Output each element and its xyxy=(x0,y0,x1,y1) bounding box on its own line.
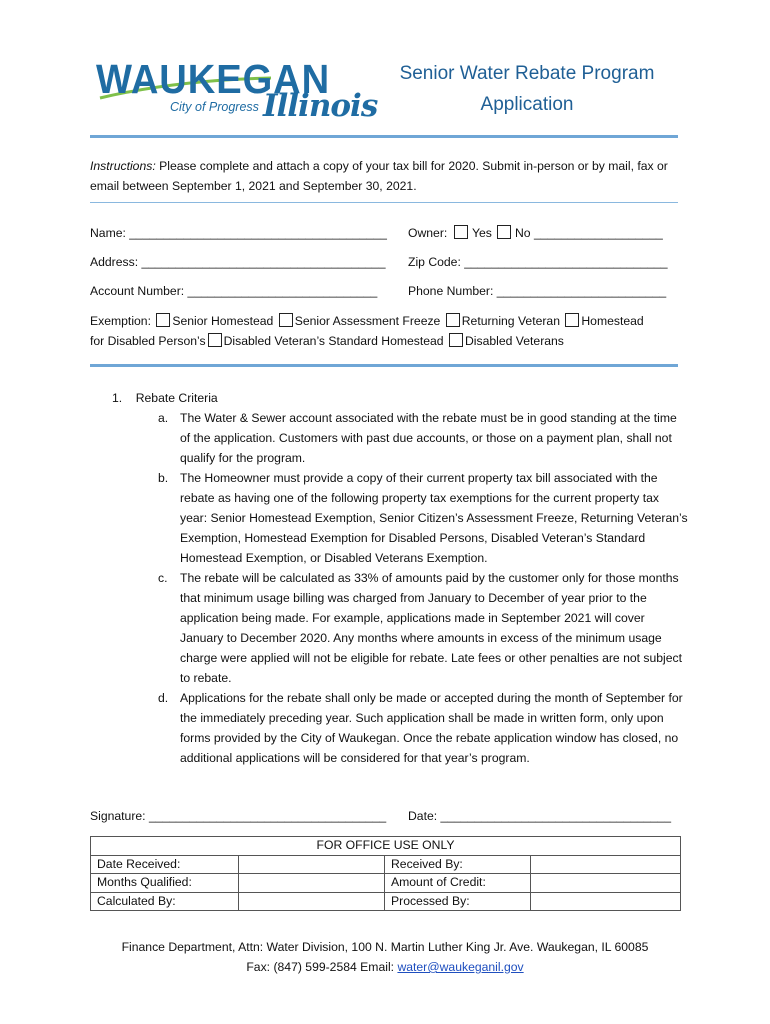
address-zip-row xyxy=(90,252,680,272)
received-by-label: Received By: xyxy=(385,855,531,874)
returning-veteran-checkbox[interactable] xyxy=(446,313,460,327)
fields-divider xyxy=(90,364,678,367)
criteria-letter: d. xyxy=(158,691,169,705)
instructions-text: Please complete and attach a copy of your tax bill for 2020. Submit in-person or by mail, fax or email between September 1, 2021 and September 30, 2021. xyxy=(90,159,668,193)
instructions xyxy=(90,156,680,196)
calculated-by-cell[interactable] xyxy=(239,892,385,911)
date-received-cell[interactable] xyxy=(239,855,385,874)
criteria-heading xyxy=(112,388,218,408)
senior-assessment-freeze-checkbox[interactable] xyxy=(279,313,293,327)
senior-homestead-label: Senior Homestead xyxy=(172,314,274,328)
address-field[interactable]: Address: ____________________________________ xyxy=(90,255,386,269)
disabled-veterans-label: Disabled Veterans xyxy=(464,334,564,348)
form-title-line1: Senior Water Rebate Program xyxy=(399,63,655,84)
signature-row xyxy=(90,806,680,826)
table-row xyxy=(91,855,681,874)
date-field[interactable]: Date: __________________________________ xyxy=(408,809,671,823)
office-use-header: FOR OFFICE USE ONLY xyxy=(91,837,681,856)
received-by-cell[interactable] xyxy=(531,855,681,874)
criteria-number: 1. xyxy=(112,391,123,405)
logo-tagline: City of Progress xyxy=(170,100,259,114)
owner-yes-label: Yes xyxy=(472,226,492,240)
criteria-title: Rebate Criteria xyxy=(135,391,218,405)
criteria-text: Applications for the rebate shall only be made or accepted during the month of September for the immediately preceding year. Such application shall be made in written form, only upon forms provided by the City of Waukegan. Once the rebate application window has closed, no additional applications will be considered for that year’s program. xyxy=(180,691,683,765)
amount-of-credit-cell[interactable] xyxy=(531,874,681,893)
disabled-persons-label: for Disabled Person’s xyxy=(90,334,206,348)
form-title xyxy=(372,58,682,120)
months-qualified-cell[interactable] xyxy=(239,874,385,893)
homestead-label: Homestead xyxy=(581,314,644,328)
owner-label: Owner: xyxy=(408,226,448,240)
disabled-veteran-standard-checkbox[interactable] xyxy=(208,333,222,347)
city-logo xyxy=(96,56,378,126)
criteria-text: The Homeowner must provide a copy of their current property tax bill associated with the rebate as having one of the following property tax exemptions for the current property tax year: Senior Homestead Exemption, Senior Citizen’s Assessment Freeze, Returning Veteran’s Exemption, Homestead Exemption for Disabled Persons, Disabled Veteran’s Standard Homestead Exemption, or Disabled Veterans Exemption. xyxy=(180,471,688,565)
logo-state: Illinois xyxy=(263,88,378,124)
months-qualified-label: Months Qualified: xyxy=(91,874,239,893)
header-divider xyxy=(90,135,678,138)
calculated-by-label: Calculated By: xyxy=(91,892,239,911)
owner-no-label: No ___________________ xyxy=(515,226,663,240)
name-field[interactable]: Name: ______________________________________ xyxy=(90,226,387,240)
email-link[interactable]: water@waukeganil.gov xyxy=(397,960,524,974)
criteria-text: The rebate will be calculated as 33% of amounts paid by the customer only for those months that minimum usage billing was charged from January to December of year prior to the application being made. For example, applications made in September 2021 will cover January to December 2020. Any months where amounts in excess of the minimum usage charge were applied will not be eligible for rebate. Late fees or other penalties are not subject to rebate. xyxy=(180,571,683,685)
table-row xyxy=(91,892,681,911)
exemption-line-1 xyxy=(90,311,690,331)
homestead-disabled-checkbox[interactable] xyxy=(565,313,579,327)
disabled-veteran-standard-label: Disabled Veteran’s Standard Homestead xyxy=(223,334,444,348)
footer-fax: Fax: (847) 599-2584 Email: xyxy=(246,960,398,974)
date-received-label: Date Received: xyxy=(91,855,239,874)
office-use-table xyxy=(90,836,681,911)
owner-no-checkbox[interactable] xyxy=(495,223,513,243)
zip-code-field[interactable]: Zip Code: ______________________________ xyxy=(408,255,668,269)
amount-of-credit-label: Amount of Credit: xyxy=(385,874,531,893)
footer-contact xyxy=(90,957,680,977)
criteria-letter: c. xyxy=(158,571,168,585)
senior-homestead-checkbox[interactable] xyxy=(156,313,170,327)
footer xyxy=(90,937,680,977)
account-phone-row xyxy=(90,281,680,301)
instructions-divider xyxy=(90,202,678,203)
exemption-label: Exemption: xyxy=(90,314,151,328)
processed-by-label: Processed By: xyxy=(385,892,531,911)
name-owner-row xyxy=(90,223,680,243)
senior-assessment-freeze-label: Senior Assessment Freeze xyxy=(294,314,441,328)
form-title-line2: Application xyxy=(480,94,574,115)
signature-field[interactable]: Signature: ___________________________________ xyxy=(90,809,387,823)
phone-number-field[interactable]: Phone Number: _________________________ xyxy=(408,284,667,298)
exemption-section xyxy=(90,311,690,351)
disabled-veterans-checkbox[interactable] xyxy=(449,333,463,347)
checkbox-box[interactable] xyxy=(497,225,511,239)
footer-address: Finance Department, Attn: Water Division, 100 N. Martin Luther King Jr. Ave. Waukegan, IL 60085 xyxy=(121,940,649,954)
exemption-line-2 xyxy=(90,331,690,351)
processed-by-cell[interactable] xyxy=(531,892,681,911)
checkbox-box[interactable] xyxy=(454,225,468,239)
instructions-label: Instructions: xyxy=(90,159,156,173)
table-row xyxy=(91,874,681,893)
criteria-letter: a. xyxy=(158,411,169,425)
logo-city-name: WAUKEGAN xyxy=(96,56,331,102)
owner-yes-checkbox[interactable] xyxy=(452,223,470,243)
criteria-letter: b. xyxy=(158,471,169,485)
criteria-text: The Water & Sewer account associated with the rebate must be in good standing at the time of the application. Customers with past due accounts, or those on a payment plan, shall not qualify for the program. xyxy=(180,411,677,465)
account-number-field[interactable]: Account Number: ____________________________ xyxy=(90,284,378,298)
returning-veteran-label: Returning Veteran xyxy=(461,314,560,328)
